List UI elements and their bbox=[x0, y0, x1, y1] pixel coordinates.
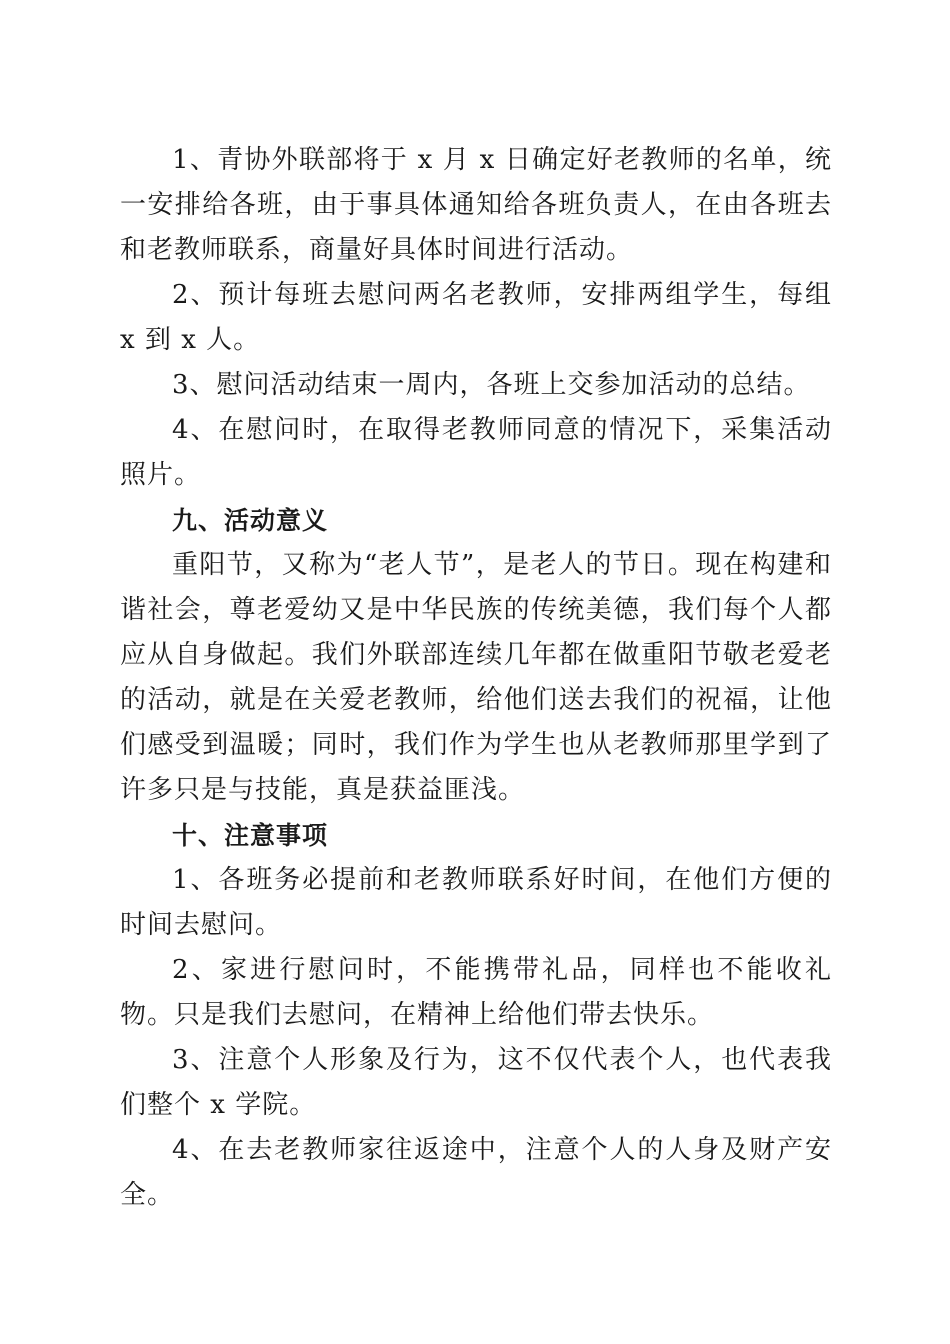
section9-heading: 九、活动意义 bbox=[172, 506, 329, 535]
section10-item-2: 2、家进行慰问时，不能携带礼品，同样也不能收礼物。只是我们去慰问，在精神上给他们带去快乐。 bbox=[120, 955, 832, 1030]
document-page bbox=[120, 138, 832, 1218]
section10-item-4: 4、在去老教师家往返途中，注意个人的人身及财产安全。 bbox=[120, 1135, 832, 1210]
section8-item-4: 4、在慰问时，在取得老教师同意的情况下，采集活动照片。 bbox=[120, 415, 832, 490]
section8-item-3: 3、慰问活动结束一周内，各班上交参加活动的总结。 bbox=[172, 370, 811, 400]
section8-item-2: 2、预计每班去慰问两名老教师，安排两组学生，每组 x 到 x 人。 bbox=[120, 280, 832, 355]
section9-body: 重阳节，又称为“老人节”，是老人的节日。现在构建和谐社会，尊老爱幼又是中华民族的传统美德，我们每个人都应从自身做起。我们外联部连续几年都在做重阳节敬老爱老的活动，就是在关爱老教师，给他们送去我们的祝福，让他们感受到温暖；同时，我们作为学生也从老教师那里学到了许多只是与技能，真是获益匪浅。 bbox=[120, 550, 832, 805]
section8-item-1: 1、青协外联部将于 x 月 x 日确定好老教师的名单，统一安排给各班，由于事具体通知给各班负责人，在由各班去和老教师联系，商量好具体时间进行活动。 bbox=[120, 145, 832, 265]
section10-heading: 十、注意事项 bbox=[172, 821, 329, 850]
section10-item-3: 3、注意个人形象及行为，这不仅代表个人，也代表我们整个 x 学院。 bbox=[120, 1045, 832, 1120]
section10-item-1: 1、各班务必提前和老教师联系好时间，在他们方便的时间去慰问。 bbox=[120, 865, 832, 940]
